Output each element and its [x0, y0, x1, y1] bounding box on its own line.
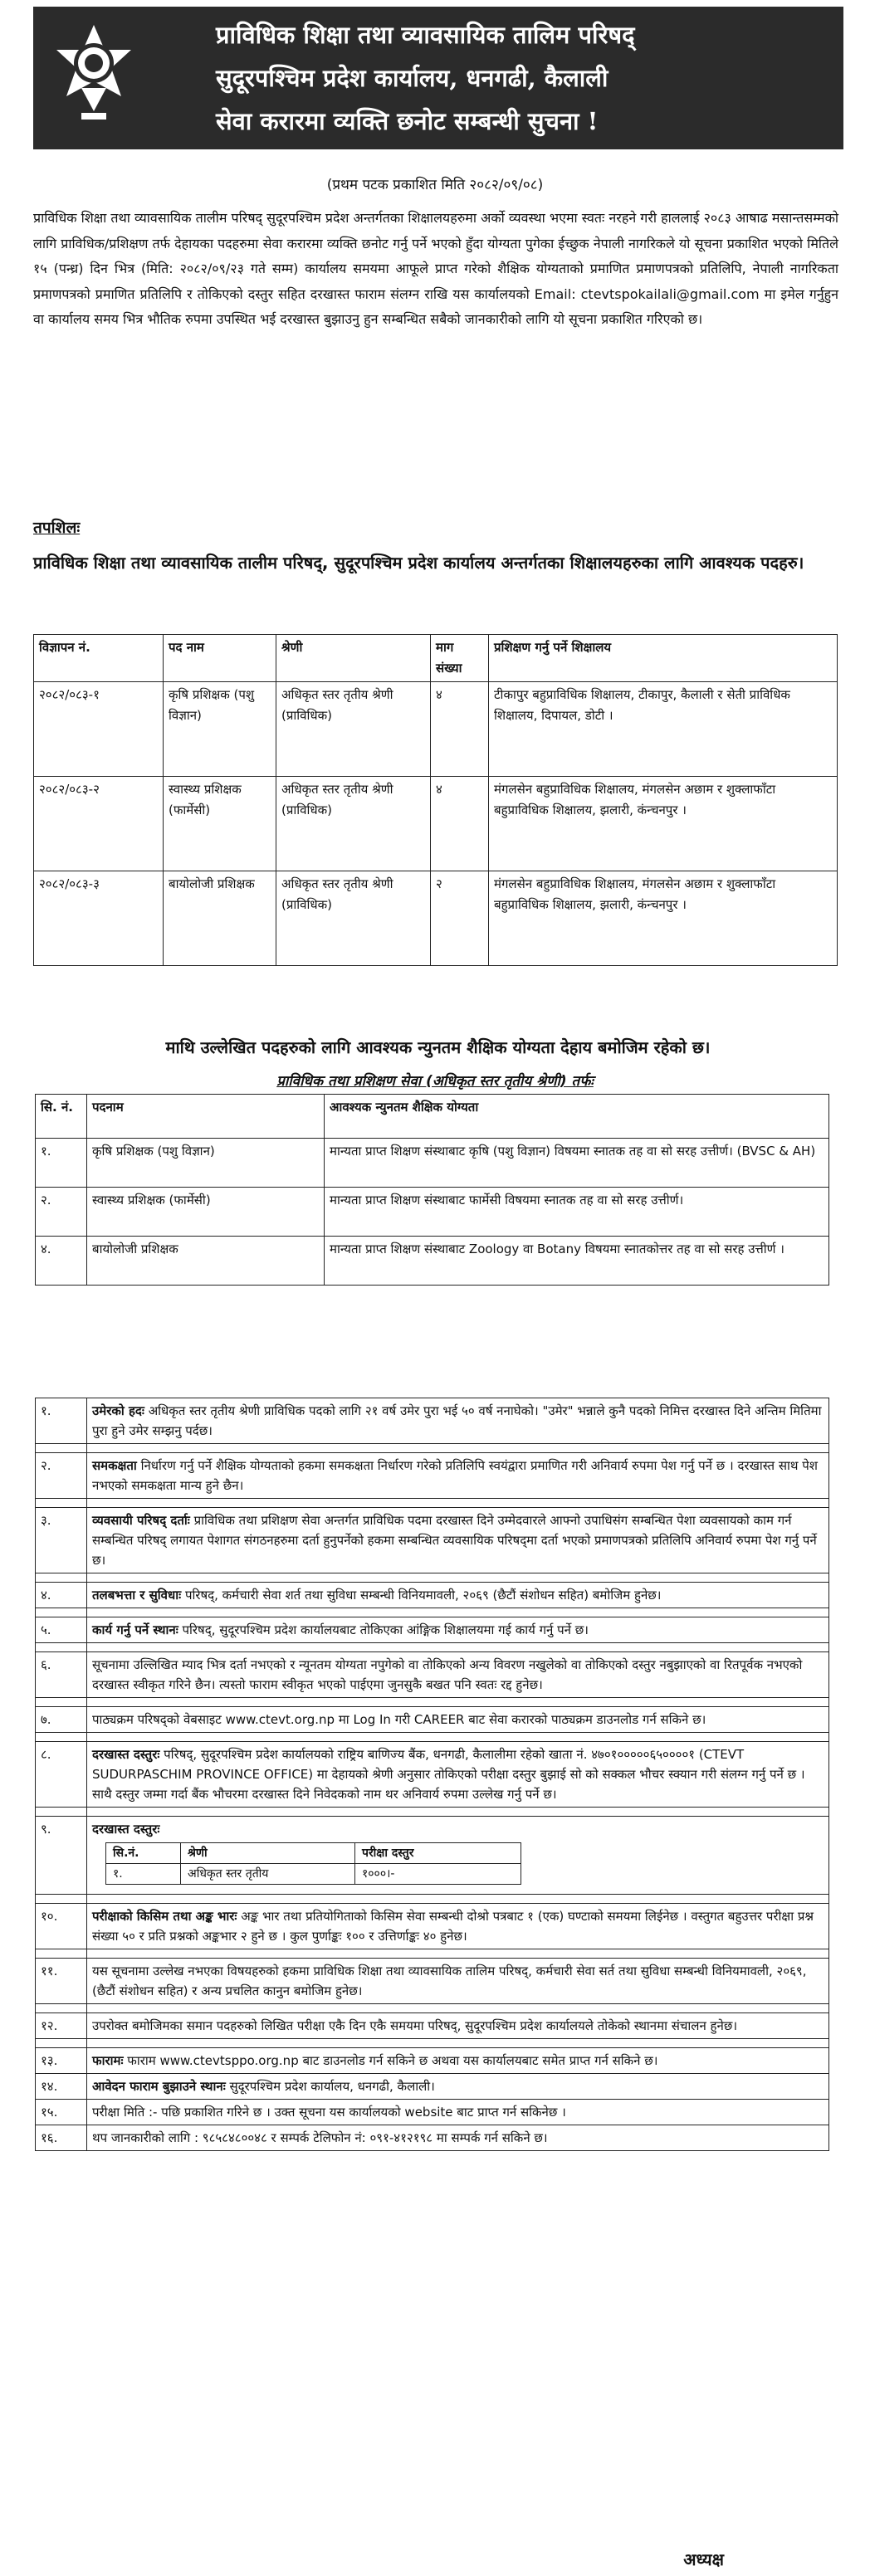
- col-advert-no: विज्ञापन नं.: [34, 635, 164, 682]
- qualification-text: मान्यता प्राप्त शिक्षण संस्थाबाट फार्मेसी विषयमा स्नातक तह वा सो सरह उत्तीर्ण।: [325, 1188, 829, 1237]
- term-number: १४.: [36, 2074, 87, 2100]
- table-row: [34, 682, 838, 777]
- advert-no: २०८२/०८३-१: [34, 682, 164, 777]
- term-number: ७.: [36, 1707, 87, 1733]
- signature-title: अध्यक्ष: [683, 2549, 724, 2569]
- term-row: [36, 1652, 829, 1698]
- advert-no: २०८२/०८३-२: [34, 777, 164, 871]
- term-text: प्राविधिक तथा प्रशिक्षण सेवा अन्तर्गत प्राविधिक पदमा दरखास्त दिने उम्मेदवारले आफ्नो उपाधिसंग सम्बन्धित पेशा व्यवसायको काम गर्न सम्बन्धित परिषद् लगायत पेशागत संगठनहरुमा दर्ता हुनुपर्नेको हकमा सम्बन्धित व्यवसायिक परिषद्‌मा दर्ता भएको प्रमाणपत्रको प्रतिलिपि अनिवार्य रुपमा पेश गर्नु पर्ने छ।: [92, 1513, 817, 1568]
- term-number: १.: [36, 1398, 87, 1444]
- term-text: सुदूरपश्चिम प्रदेश कार्यालय, धनगढी, कैलाली।: [225, 2079, 435, 2094]
- term-row: [36, 2125, 829, 2151]
- term-number: १०.: [36, 1904, 87, 1949]
- term-row: [36, 2013, 829, 2039]
- term-text: निर्धारण गर्नु पर्ने शैक्षिक योग्यताको हकमा समकक्षता निर्धारण गरेको प्रतिलिपि स्वयंद्वारा प्रमाणित गरी अनिवार्य रुपमा पेश गर्नु पर्ने छ । दरखास्त साथ पेश नभएको समकक्षता मान्य हुने छैन।: [92, 1458, 818, 1493]
- fee-header-row: [106, 1843, 521, 1864]
- col-demand: माग संख्या: [431, 635, 489, 682]
- term-number: ४.: [36, 1583, 87, 1608]
- term-row: [36, 1617, 829, 1643]
- term-number: १६.: [36, 2125, 87, 2151]
- table-row: [34, 871, 838, 966]
- post-school: टीकापुर बहुप्राविधिक शिक्षालय, टीकापुर, कैलाली र सेती प्राविधिक शिक्षालय, दिपायल, डोटी ।: [489, 682, 838, 777]
- term-content: [87, 2100, 829, 2125]
- term-text: पाठ्यक्रम परिषद्को वेबसाइट www.ctevt.org.np मा Log In गरी CAREER बाट सेवा करारको पाठ्यक्रम डाउनलोड गर्न सकिने छ।: [92, 1712, 706, 1727]
- term-number: १२.: [36, 2013, 87, 2039]
- term-number: ६.: [36, 1652, 87, 1698]
- fee-table: [105, 1842, 521, 1885]
- term-row: [36, 1398, 829, 1444]
- term-title: दरखास्त दस्तुरः: [92, 1747, 160, 1762]
- term-text: फाराम www.ctevtsppo.org.np बाट डाउनलोड गर्न सकिने छ अथवा यस कार्यालयबाट समेत प्राप्त गर्न सकिने छ।: [123, 2053, 658, 2068]
- col-qualification: आवश्यक न्युनतम शैक्षिक योग्यता: [325, 1095, 829, 1139]
- term-number: ५.: [36, 1617, 87, 1643]
- posts-header-row: [34, 635, 838, 682]
- fee-amount: १०००।-: [355, 1864, 521, 1885]
- post-demand: ४: [431, 682, 489, 777]
- term-text: परिषद्, कर्मचारी सेवा शर्त तथा सुविधा सम्बन्धी विनियमावली, २०६९ (छैटौं संशोधन सहित) बमोजिम हुनेछ।: [181, 1588, 662, 1603]
- term-content: [87, 1583, 829, 1608]
- term-row: [36, 2074, 829, 2100]
- row-gap: [36, 1444, 829, 1453]
- term-text: सूचनामा उल्लिखित म्याद भित्र दर्ता नभएको र न्यूनतम योग्यता नपुगेको वा तोकिएको अन्य विवरण नखुलेको वा तोकिएको दस्तुर नबुझाएको वा रितपूर्वक नभएको दरखास्त स्वीकृत गरिने छैन। त्यस्तो फाराम स्वीकृत भएको पाईएमा जुनसुकै बखत पनि स्वतः रद्द हुनेछ।: [92, 1657, 803, 1692]
- post-name: स्वास्थ्य प्रशिक्षक (फार्मेसी): [164, 777, 276, 871]
- header-title: प्राविधिक शिक्षा तथा व्यावसायिक तालिम परिषद्: [216, 21, 635, 49]
- table-row: [36, 1188, 829, 1237]
- term-row: [36, 1453, 829, 1499]
- term-title: तलबभत्ता र सुविधाः: [92, 1588, 182, 1603]
- qualification-subheading: प्राविधिक तथा प्रशिक्षण सेवा (अधिकृत स्तर तृतीय श्रेणी) तर्फः: [276, 1073, 594, 1090]
- row-gap: [36, 1643, 829, 1652]
- col-level: श्रेणी: [181, 1843, 355, 1864]
- published-date: (प्रथम पटक प्रकाशित मिति २०८२/०९/०८): [326, 177, 544, 193]
- col-fee: परीक्षा दस्तुर: [355, 1843, 521, 1864]
- post-name: स्वास्थ्य प्रशिक्षक (फार्मेसी): [87, 1188, 325, 1237]
- term-row: [36, 2048, 829, 2074]
- post-level: अधिकृत स्तर तृतीय श्रेणी (प्राविधिक): [276, 682, 431, 777]
- term-title: उमेरको हदः: [92, 1403, 144, 1418]
- term-row: [36, 1707, 829, 1733]
- term-number: ८.: [36, 1742, 87, 1808]
- post-school: मंगलसेन बहुप्राविधिक शिक्षालय, मंगलसेन अछाम र शुक्लाफाँटा बहुप्राविधिक शिक्षालय, झलारी, कंन्चनपुर ।: [489, 777, 838, 871]
- term-text: यस सूचनामा उल्लेख नभएका विषयहरुको हकमा प्राविधिक शिक्षा तथा व्यावसायिक तालिम परिषद्, कर्मचारी सेवा सर्त तथा सुविधा सम्बन्धी विनियमावली, २०६९, (छैटौं संशोधन सहित) र अन्य प्रचलित कानुन बमोजिम हुनेछ।: [92, 1964, 807, 1998]
- term-content: [87, 1904, 829, 1949]
- col-level: श्रेणी: [276, 635, 431, 682]
- terms-table: [35, 1398, 829, 2151]
- fee-level: अधिकृत स्तर तृतीय: [181, 1864, 355, 1885]
- header-office: सुदूरपश्चिम प्रदेश कार्यालय, धनगढी, कैलाली: [216, 64, 609, 92]
- qualification-header-row: [36, 1095, 829, 1139]
- row-gap: [36, 1499, 829, 1508]
- term-title: व्यवसायी परिषद् दर्ताः: [92, 1513, 190, 1528]
- term-content: [87, 2125, 829, 2151]
- term-content: [87, 1508, 829, 1573]
- term-content: [87, 1652, 829, 1698]
- serial-no: १.: [106, 1864, 181, 1885]
- term-row: [36, 1583, 829, 1608]
- col-serial: सि. नं.: [36, 1095, 87, 1139]
- post-school: मंगलसेन बहुप्राविधिक शिक्षालय, मंगलसेन अछाम र शुक्लाफाँटा बहुप्राविधिक शिक्षालय, झलारी, कंन्चनपुर ।: [489, 871, 838, 966]
- row-gap: [36, 1949, 829, 1959]
- qualification-table: [35, 1094, 829, 1286]
- term-number: ९.: [36, 1817, 87, 1895]
- post-demand: २: [431, 871, 489, 966]
- row-gap: [36, 2004, 829, 2013]
- term-row: [36, 1904, 829, 1949]
- term-row: [36, 1508, 829, 1573]
- term-number: २.: [36, 1453, 87, 1499]
- row-gap: [36, 2039, 829, 2048]
- term-content: [87, 2013, 829, 2039]
- posts-table: [33, 634, 838, 966]
- qualification-text: मान्यता प्राप्त शिक्षण संस्थाबाट कृषि (पशु विज्ञान) विषयमा स्नातक तह वा सो सरह उत्तीर्ण। (BVSC & AH): [325, 1139, 829, 1188]
- post-name: बायोलोजी प्रशिक्षक: [164, 871, 276, 966]
- term-title: समकक्षता: [92, 1458, 137, 1473]
- col-post-name: पदनाम: [87, 1095, 325, 1139]
- term-content: [87, 1817, 829, 1895]
- term-content: [87, 1617, 829, 1643]
- term-title: दरखास्त दस्तुरः: [92, 1822, 160, 1837]
- term-text: परिषद्, सुदूरपश्चिम प्रदेश कार्यालयको राष्ट्रिय बाणिज्य बैंक, धनगढी, कैलालीमा रहेको खाता नं. ४७०१०००००६५००००१ (CTEVT SUDURPASCHIM PROVINCE OFFICE) मा देहायको श्रेणी अनुसार तोकिएको परीक्षा दस्तुर बुझाई सो को सक्कल भौचर स्क्यान गरी संलग्न गर्नु पर्ने छ । साथै दस्तुर जम्मा गर्दा बैंक भौचरमा दरखास्त दिने निवेदकको नाम थर अनिवार्य रुपमा उल्लेख गर्नु पर्ने छ।: [92, 1747, 805, 1802]
- term-row: [36, 1959, 829, 2004]
- table-row: [106, 1864, 521, 1885]
- row-gap: [36, 1895, 829, 1904]
- term-text: परीक्षा मिति :- पछि प्रकाशित गरिने छ । उक्त सूचना यस कार्यालयको website बाट प्राप्त गर्न सकिनेछ ।: [92, 2105, 566, 2120]
- term-text: परिषद्, सुदूरपश्चिम प्रदेश कार्यालयबाट तोकिएका आंङ्गिक शिक्षालयमा गई कार्य गर्नु पर्ने छ।: [178, 1622, 589, 1637]
- row-gap: [36, 1698, 829, 1707]
- posts-heading: प्राविधिक शिक्षा तथा व्यावसायिक तालीम परिषद्, सुदूरपश्चिम प्रदेश कार्यालय अन्तर्गतका शिक्षालयहरुका लागि आवश्यक पदहरु।: [33, 553, 804, 573]
- term-content: [87, 1707, 829, 1733]
- term-row: [36, 2100, 829, 2125]
- post-level: अधिकृत स्तर तृतीय श्रेणी (प्राविधिक): [276, 777, 431, 871]
- row-gap: [36, 1573, 829, 1583]
- post-level: अधिकृत स्तर तृतीय श्रेणी (प्राविधिक): [276, 871, 431, 966]
- serial-no: २.: [36, 1188, 87, 1237]
- term-number: ३.: [36, 1508, 87, 1573]
- term-content: [87, 1453, 829, 1499]
- term-content: [87, 2048, 829, 2074]
- intro-paragraph: प्राविधिक शिक्षा तथा व्यावसायिक तालीम परिषद् सुदूरपश्चिम प्रदेश अन्तर्गतका शिक्षालयहरुमा अर्को व्यवस्था भएमा स्वतः नरहने गरी हाललाई २०८३ आषाढ मसान्तसम्मको लागि प्राविधिक/प्रशिक्षण तर्फ देहायका पदहरुमा सेवा करारमा व्यक्ति छनोट गर्नु पर्ने भएकाे हुँदा योग्यता पुगेका ईच्छुक नेपाली नागरिकले यो सूचना प्रकाशित भएको मितिले १५ (पन्ध्र) दिन भित्र (मिति: २०८२/०९/२३ गते सम्म) कार्यालय समयमा आफूले प्राप्त गरेको शैक्षिक योग्यताको प्रमाणित प्रमाणपत्रको प्रतिलिपि, नेपाली नागरिकता प्रमाणपत्रको प्रमाणित प्रतिलिपि र तोकिएको दस्तुर सहित दरखास्त फाराम संलग्न राखि यस कार्यालयको Email: ctevtspokailali@gmail.com मा इमेल गर्नुहुन वा कार्यालय समय भित्र भौतिक रुपमा उपस्थित भई दरखास्त बुझाउनु हुन सम्बन्धित सबैको जानकारीको लागि यो सूचना प्रकाशित गरिएको छ।: [33, 210, 838, 327]
- term-content: [87, 1742, 829, 1808]
- header-notice-title: सेवा करारमा व्यक्ति छनोट सम्बन्धी सुचना !: [216, 107, 599, 135]
- qualification-text: मान्यता प्राप्त शिक्षण संस्थाबाट Zoology वा Botany विषयमा स्नातकोत्तर तह वा सो सरह उत्तीर्ण ।: [325, 1237, 829, 1286]
- term-title: आवेदन फाराम बुझाउने स्थानः: [92, 2079, 226, 2094]
- details-label: तपशिलः: [33, 519, 81, 537]
- term-row: [36, 1817, 829, 1895]
- advert-no: २०८२/०८३-३: [34, 871, 164, 966]
- col-serial: सि.नं.: [106, 1843, 181, 1864]
- post-demand: ४: [431, 777, 489, 871]
- term-content: [87, 1959, 829, 2004]
- term-number: १३.: [36, 2048, 87, 2074]
- term-number: ११.: [36, 1959, 87, 2004]
- ctevt-emblem-icon: [48, 20, 139, 136]
- table-row: [34, 777, 838, 871]
- term-text: उपरोक्त बमोजिमका समान पदहरुको लिखित परीक्षा एकै दिन एकै समयमा परिषद्, सुदूरपश्चिम प्रदेश कार्यालयले तोकेको स्थानमा संचालन हुनेछ।: [92, 2018, 738, 2033]
- row-gap: [36, 1808, 829, 1817]
- serial-no: ४.: [36, 1237, 87, 1286]
- col-post-name: पद नाम: [164, 635, 276, 682]
- table-row: [36, 1237, 829, 1286]
- term-title: कार्य गर्नु पर्ने स्थानः: [92, 1622, 178, 1637]
- post-name: कृषि प्रशिक्षक (पशु विज्ञान): [87, 1139, 325, 1188]
- term-number: १५.: [36, 2100, 87, 2125]
- term-text: अधिकृत स्तर तृतीय श्रेणी प्राविधिक पदको लागि २१ वर्ष उमेर पुरा भई ५० वर्ष ननाघेको। "उमेर" भन्नाले कुनै पदको निमित्त दरखास्त दिने अन्तिम मितिमा पुरा हुने उमेर सम्झनु पर्दछ।: [92, 1403, 822, 1438]
- qualification-heading: माथि उल्लेखित पदहरुको लागि आवश्यक न्युनतम शैक्षिक योग्यता देहाय बमोजिम रहेको छ।: [165, 1037, 711, 1057]
- term-text: थप जानकारीको लागि : ९८५८४८००४८ र सम्पर्क टेलिफोन नं: ०९१-४१२१९८ मा सम्पर्क गर्न सकिने छ।: [92, 2130, 548, 2145]
- term-text: अङ्क भार तथा प्रतियोगिताको किसिम सेवा सम्बन्धी दोश्रो पत्रबाट १ (एक) घण्टाको समयमा लिईनेछ । वस्तुगत बहुउत्तर परीक्षा प्रश्न संख्या ५० र प्रति प्रश्नको अङ्कभार २ हुने छ । कुल पुर्णाङ्कः १०० र उत्तिर्णाङ्कः ४० हुनेछ।: [92, 1909, 814, 1944]
- term-row: [36, 1742, 829, 1808]
- post-name: कृषि प्रशिक्षक (पशु विज्ञान): [164, 682, 276, 777]
- term-title: फारामः: [92, 2053, 124, 2068]
- term-title: परीक्षाको किसिम तथा अङ्क भारः: [92, 1909, 237, 1924]
- row-gap: [36, 1733, 829, 1742]
- post-name: बायोलोजी प्रशिक्षक: [87, 1237, 325, 1286]
- term-content: [87, 1398, 829, 1444]
- notice-header: [33, 7, 843, 149]
- col-school: प्रशिक्षण गर्नु पर्ने शिक्षालय: [489, 635, 838, 682]
- table-row: [36, 1139, 829, 1188]
- term-content: [87, 2074, 829, 2100]
- row-gap: [36, 1608, 829, 1617]
- serial-no: १.: [36, 1139, 87, 1188]
